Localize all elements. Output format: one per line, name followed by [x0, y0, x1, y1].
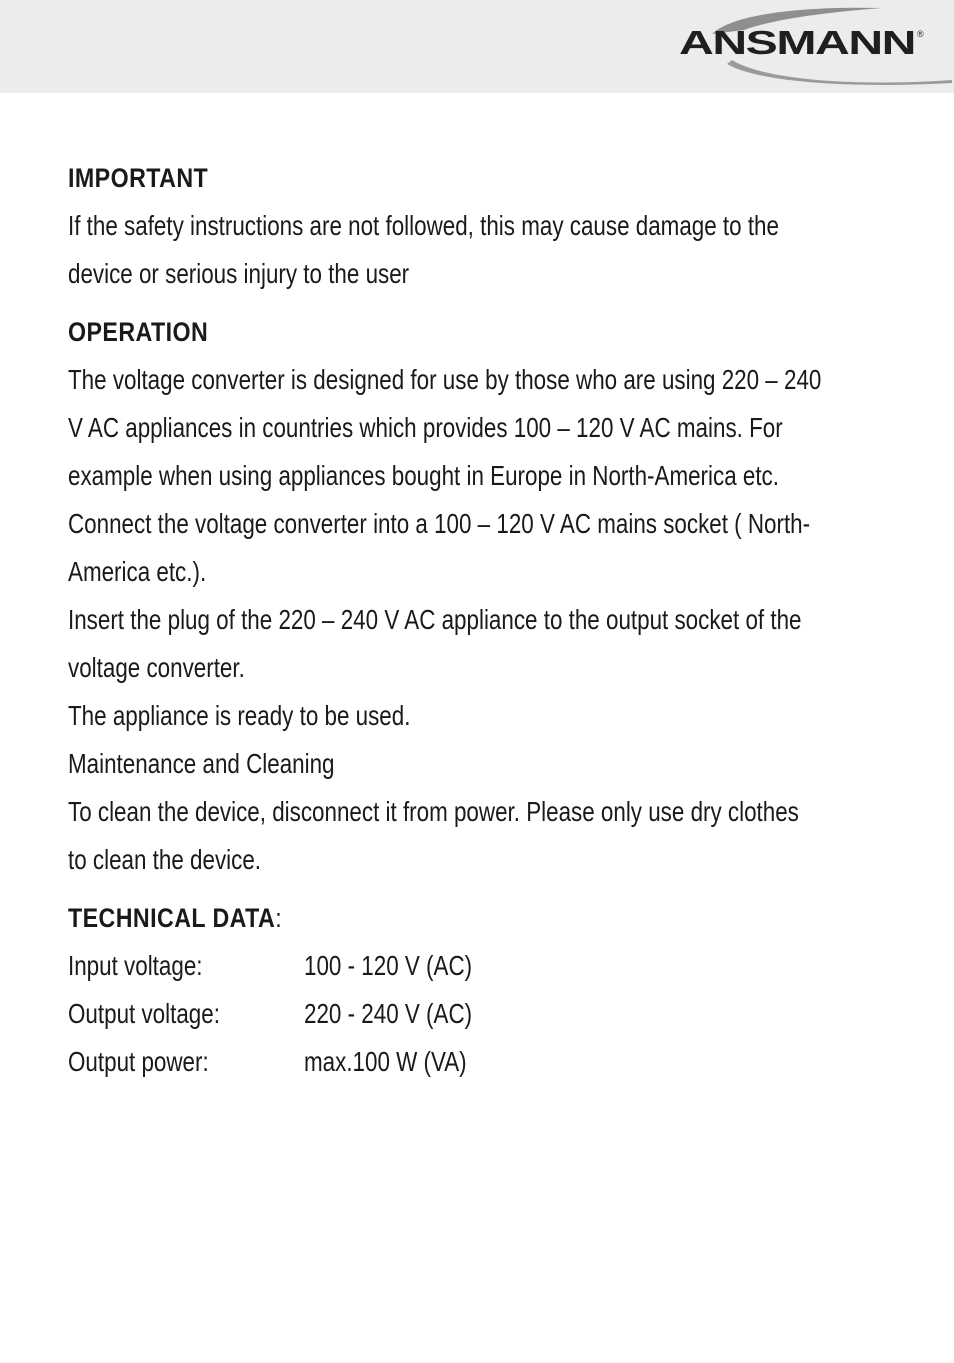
ansmann-logo: [672, 4, 954, 86]
spec-label: Output power:: [68, 1046, 209, 1077]
operation-line: Maintenance and Cleaning: [68, 748, 335, 779]
operation-line: Insert the plug of the 220 – 240 V AC appliance to the output socket of the: [68, 604, 802, 635]
important-line: device or serious injury to the user: [68, 258, 410, 289]
technical-data-title: TECHNICAL DATA: [68, 903, 276, 933]
operation-line: V AC appliances in countries which provides 100 – 120 V AC mains. For: [68, 412, 783, 443]
logo-swoosh-lower: [727, 60, 952, 85]
spec-row-output-voltage: [68, 990, 898, 1038]
spec-value: max.100 W (VA): [304, 1046, 467, 1077]
operation-line: Connect the voltage converter into a 100 – 120 V AC mains socket ( North-: [68, 508, 811, 539]
spec-label: Input voltage:: [68, 950, 203, 981]
operation-line: to clean the device.: [68, 844, 262, 875]
logo-registered-mark: ®: [917, 29, 924, 39]
spec-row-output-power: [68, 1038, 898, 1086]
technical-data-heading: [68, 894, 782, 942]
important-heading: IMPORTANT: [68, 163, 209, 193]
logo-wordmark: ANSMANN: [679, 24, 915, 61]
operation-line: voltage converter.: [68, 652, 245, 683]
spec-value: 100 - 120 V (AC): [304, 950, 473, 981]
page-content: [68, 154, 898, 1086]
spec-label: Output voltage:: [68, 998, 220, 1029]
technical-data-colon: :: [275, 903, 283, 933]
operation-line: The voltage converter is designed for use by those who are using 220 – 240: [68, 364, 822, 395]
spec-row-input-voltage: [68, 942, 898, 990]
operation-line: To clean the device, disconnect it from power. Please only use dry clothes: [68, 796, 799, 827]
important-line: If the safety instructions are not followed, this may cause damage to the: [68, 210, 779, 241]
spec-value: 220 - 240 V (AC): [304, 998, 473, 1029]
operation-heading: OPERATION: [68, 317, 209, 347]
operation-line: America etc.).: [68, 556, 207, 587]
operation-line: example when using appliances bought in Europe in North-America etc.: [68, 460, 779, 491]
operation-line: The appliance is ready to be used.: [68, 700, 411, 731]
